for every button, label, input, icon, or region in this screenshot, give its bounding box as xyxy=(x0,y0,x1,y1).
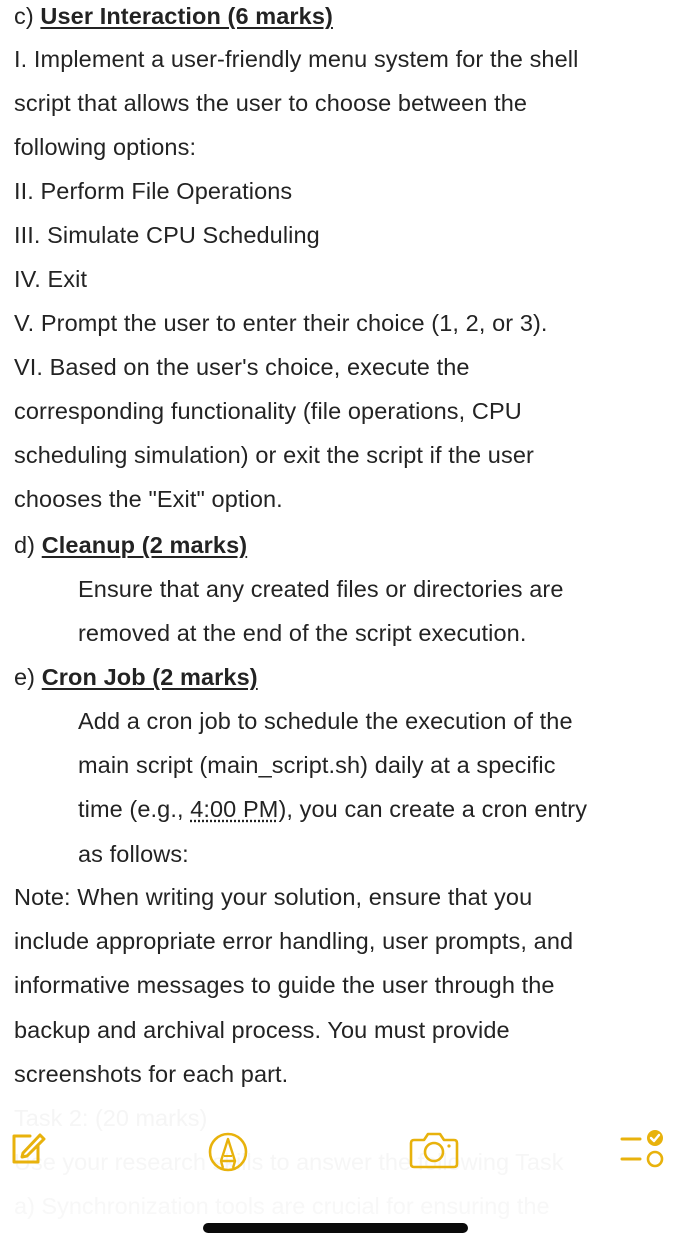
note-line: screenshots for each part. xyxy=(14,1061,289,1087)
time-suffix-text: ), you can create a cron entry xyxy=(278,796,588,822)
checklist-icon[interactable] xyxy=(620,1128,666,1172)
section-d-heading xyxy=(14,531,247,559)
note-line: II. Perform File Operations xyxy=(14,178,293,204)
section-d-prefix: d) xyxy=(14,532,42,558)
note-line: Ensure that any created files or directories are xyxy=(78,576,564,602)
camera-icon[interactable] xyxy=(408,1130,460,1170)
note-line: script that allows the user to choose between the xyxy=(14,90,528,116)
note-line: backup and archival process. You must provide xyxy=(14,1017,510,1043)
note-line: informative messages to guide the user through the xyxy=(14,972,555,998)
section-c-title: User Interaction (6 marks) xyxy=(40,3,333,29)
section-d-title: Cleanup (2 marks) xyxy=(41,532,248,558)
section-e-heading xyxy=(14,663,258,691)
detected-time-link[interactable]: 4:00 PM xyxy=(190,796,279,822)
note-line: chooses the "Exit" option. xyxy=(14,486,283,512)
compose-icon[interactable] xyxy=(6,1128,48,1170)
markup-icon[interactable] xyxy=(206,1130,250,1174)
note-line: I. Implement a user-friendly menu system for the shell xyxy=(14,46,579,72)
section-e-prefix: e) xyxy=(14,664,42,690)
note-line: scheduling simulation) or exit the script if the user xyxy=(14,442,534,468)
note-line: removed at the end of the script execution. xyxy=(78,620,527,646)
note-line: IV. Exit xyxy=(14,266,88,292)
section-c-heading xyxy=(14,2,333,30)
note-line: III. Simulate CPU Scheduling xyxy=(14,222,320,248)
note-line: corresponding functionality (file operations, CPU xyxy=(14,398,522,424)
note-line: Note: When writing your solution, ensure that you xyxy=(14,884,533,910)
home-indicator[interactable] xyxy=(203,1223,468,1233)
note-line: as follows: xyxy=(78,841,189,867)
note-line-with-time xyxy=(78,795,587,823)
time-prefix-text: time (e.g., xyxy=(78,796,191,822)
section-e-title: Cron Job (2 marks) xyxy=(41,664,258,690)
note-line: V. Prompt the user to enter their choice (1, 2, or 3). xyxy=(14,310,548,336)
note-line: main script (main_script.sh) daily at a specific xyxy=(78,752,556,778)
note-line: Add a cron job to schedule the execution of the xyxy=(78,708,573,734)
note-line: VI. Based on the user's choice, execute the xyxy=(14,354,470,380)
section-c-prefix: c) xyxy=(14,3,41,29)
note-line: include appropriate error handling, user prompts, and xyxy=(14,928,574,954)
note-line: following options: xyxy=(14,134,197,160)
